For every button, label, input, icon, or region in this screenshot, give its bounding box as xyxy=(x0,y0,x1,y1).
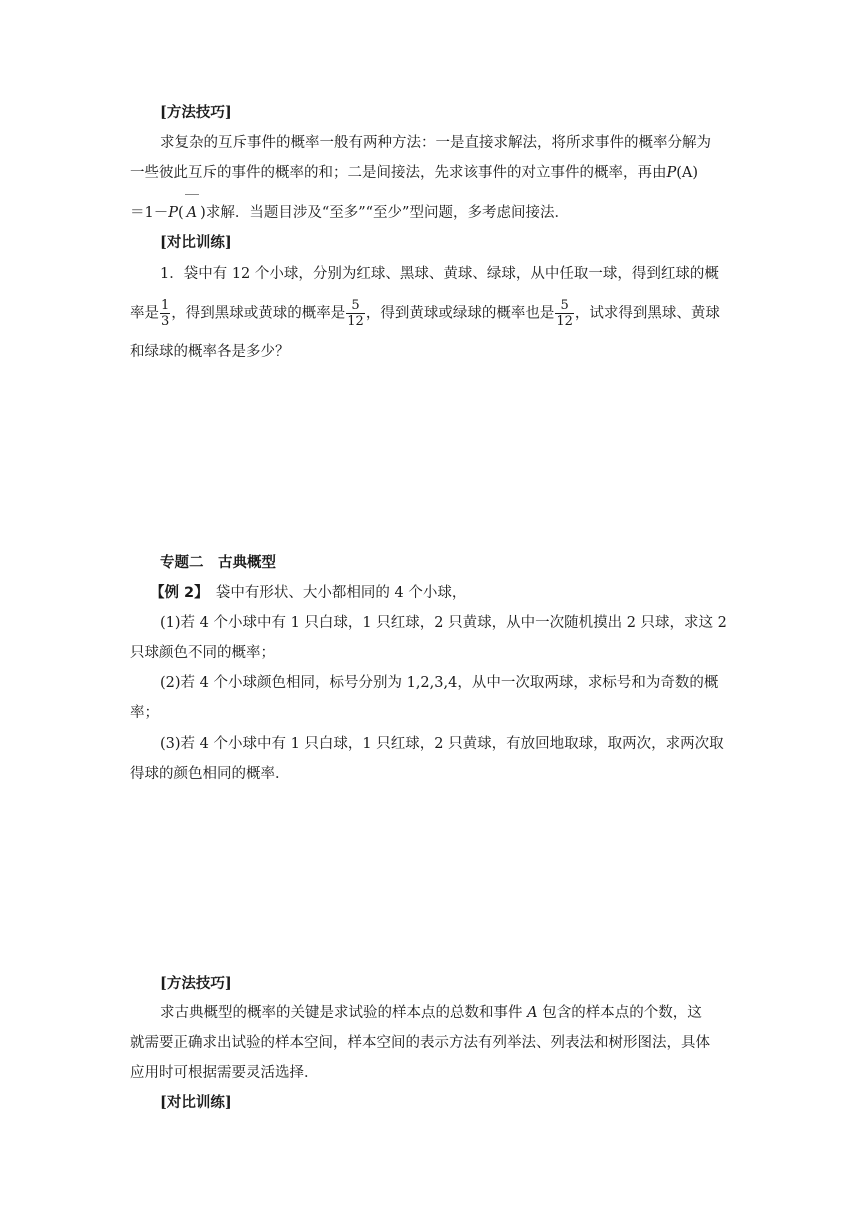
method-2-line-3: 应用时可根据需要灵活选择． xyxy=(130,1065,319,1081)
fraction-numerator: 1 xyxy=(161,298,170,313)
problem-1-line-3: 和绿球的概率各是多少？ xyxy=(130,344,290,360)
method-text-segment: ＝1－ xyxy=(130,205,169,221)
method-2-line-2: 就需要正确求出试验的样本空间，样本空间的表示方法有列举法、列表法和树形图法，具体 xyxy=(130,1035,710,1051)
method-2-line-1 xyxy=(160,1003,702,1023)
method-text-line-2 xyxy=(130,163,698,183)
problem-text-segment: ，得到黑球或黄球的概率是 xyxy=(171,305,346,322)
question-1-line-1: (1)若 4 个小球中有 1 只白球，1 只红球，2 只黄球，从中一次随机摸出 2 只球，求这 2 xyxy=(160,615,727,631)
method-text-segment: ( xyxy=(178,205,184,221)
method-text-segment: (A) xyxy=(676,165,699,181)
problem-text-segment: ，试求得到黑球、黄球 xyxy=(574,305,720,322)
example-label: 【例 2】 xyxy=(150,585,202,601)
topic-title: 专题二 古典概型 xyxy=(160,555,276,571)
fraction-denominator: 3 xyxy=(161,314,170,329)
problem-text-segment: ，得到黄球或绿球的概率也是 xyxy=(365,305,555,322)
practice-heading-2: [对比训练] xyxy=(160,1094,232,1111)
question-2-line-2: 率； xyxy=(130,705,159,721)
method-text-line-3 xyxy=(130,203,569,223)
event-variable: A xyxy=(527,1005,538,1021)
fraction-numerator: 5 xyxy=(555,299,574,314)
example-intro: 袋中有形状、大小都相同的 4 个小球， xyxy=(201,585,467,601)
probability-symbol: P xyxy=(666,165,677,181)
method-text-segment: 包含的样本点的个数，这 xyxy=(537,1005,702,1021)
question-3-line-2: 得球的颜色相同的概率． xyxy=(130,766,290,782)
question-2-line-1: (2)若 4 个小球颜色相同，标号分别为 1,2,3,4，从中一次取两球，求标号和为奇数的概 xyxy=(160,675,719,691)
fraction-numerator: 5 xyxy=(346,299,365,314)
fraction-denominator: 12 xyxy=(556,314,573,329)
probability-symbol: P xyxy=(168,205,178,221)
method-heading-1: [方法技巧] xyxy=(160,104,232,121)
method-text-segment: 求古典概型的概率的关键是求试验的样本点的总数和事件 xyxy=(160,1005,528,1021)
fraction-five-twelfths xyxy=(346,299,365,328)
fraction-five-twelfths xyxy=(555,299,574,328)
practice-heading-1: [对比训练] xyxy=(160,234,232,251)
fraction-one-third xyxy=(160,299,170,328)
fraction-denominator: 12 xyxy=(347,314,364,329)
problem-1-line-2 xyxy=(130,299,720,328)
method-text-segment: 一些彼此互斥的事件的概率的和；二是间接法，先求该事件的对立事件的概率，再由 xyxy=(130,165,667,181)
problem-text-segment: 率是 xyxy=(130,305,159,322)
example-2-header xyxy=(150,583,466,603)
problem-1-line-1: 1．袋中有 12 个小球，分别为红球、黑球、黄球、绿球，从中任取一球，得到红球的概 xyxy=(160,266,719,282)
method-heading-2: [方法技巧] xyxy=(160,975,232,992)
method-text-line-1: 求复杂的互斥事件的概率一般有两种方法：一是直接求解法，将所求事件的概率分解为 xyxy=(160,135,711,151)
question-1-line-2: 只球颜色不同的概率； xyxy=(130,645,275,661)
complement-event-symbol: A xyxy=(184,203,200,223)
method-text-segment: )求解．当题目涉及“至多”“至少”型问题，多考虑间接法． xyxy=(200,205,569,221)
question-3-line-1: (3)若 4 个小球中有 1 只白球，1 只红球，2 只黄球，有放回地取球，取两次，求两次取 xyxy=(160,736,724,752)
